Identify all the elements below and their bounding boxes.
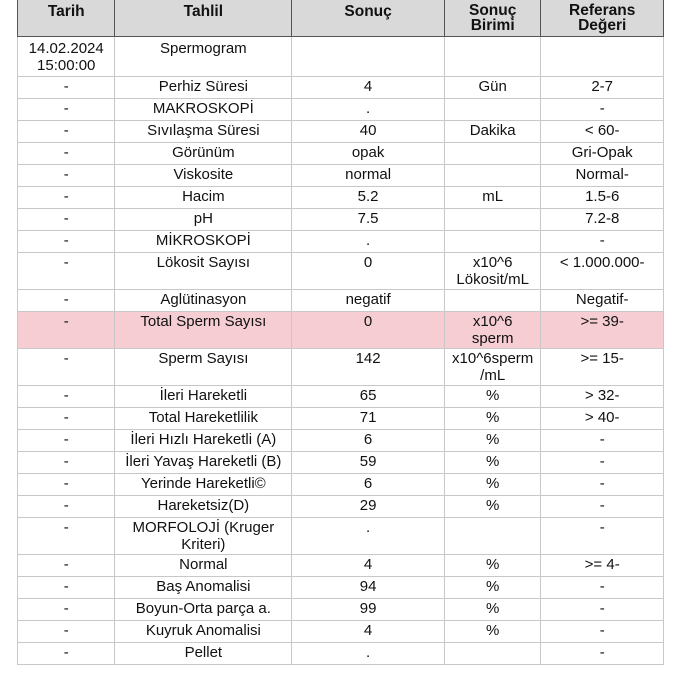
row-reference: < 1.000.000- [541, 253, 664, 290]
row-result: 7.5 [292, 209, 445, 231]
table-row [18, 621, 664, 643]
row-test: Kuyruk Anomalisi [115, 621, 292, 643]
row-unit: % [444, 599, 540, 621]
group-name: Spermogram [115, 37, 292, 77]
header-row [18, 0, 664, 37]
row-unit-line1: x10^6 [472, 313, 513, 330]
row-reference: - [541, 99, 664, 121]
row-result: normal [292, 165, 445, 187]
row-result: negatif [292, 290, 445, 312]
table-row [18, 452, 664, 474]
row-unit [444, 643, 540, 665]
row-unit [444, 99, 540, 121]
header-unit [444, 0, 540, 37]
row-unit [444, 231, 540, 253]
row-test: Total Hareketlilik [115, 408, 292, 430]
row-result: . [292, 518, 445, 555]
row-unit: mL [444, 187, 540, 209]
row-date: - [18, 555, 115, 577]
row-date: - [18, 599, 115, 621]
group-unit [444, 37, 540, 77]
group-result [292, 37, 445, 77]
row-date: - [18, 474, 115, 496]
header-ref-line2: Değeri [578, 17, 627, 34]
table-row [18, 555, 664, 577]
table-row [18, 349, 664, 386]
row-result: 4 [292, 77, 445, 99]
row-date: - [18, 408, 115, 430]
row-date: - [18, 209, 115, 231]
table-row [18, 496, 664, 518]
row-test: Görünüm [115, 143, 292, 165]
table-row [18, 386, 664, 408]
row-reference: - [541, 518, 664, 555]
row-reference: - [541, 430, 664, 452]
group-date-line2: 15:00:00 [37, 57, 96, 74]
row-result: 40 [292, 121, 445, 143]
row-test: Normal [115, 555, 292, 577]
row-reference: 2-7 [541, 77, 664, 99]
row-unit [444, 518, 540, 555]
row-result: 99 [292, 599, 445, 621]
row-reference: - [541, 621, 664, 643]
row-date: - [18, 496, 115, 518]
row-date: - [18, 165, 115, 187]
row-result: 59 [292, 452, 445, 474]
row-test: Yerinde Hareketli© [115, 474, 292, 496]
row-test: Lökosit Sayısı [115, 253, 292, 290]
row-unit: % [444, 621, 540, 643]
table-row [18, 209, 664, 231]
row-reference: > 40- [541, 408, 664, 430]
row-date: - [18, 231, 115, 253]
row-result: 71 [292, 408, 445, 430]
row-result: 5.2 [292, 187, 445, 209]
row-result: . [292, 231, 445, 253]
row-unit [444, 312, 540, 349]
lab-results-table [17, 0, 664, 665]
table-row [18, 518, 664, 555]
group-date [18, 37, 115, 77]
row-reference: - [541, 643, 664, 665]
row-test: Sıvılaşma Süresi [115, 121, 292, 143]
table-row [18, 99, 664, 121]
header-unit-line1: Sonuç [468, 2, 517, 19]
table-row [18, 599, 664, 621]
row-result: . [292, 99, 445, 121]
row-test: Hareketsiz(D) [115, 496, 292, 518]
row-date: - [18, 643, 115, 665]
row-test: Perhiz Süresi [115, 77, 292, 99]
row-unit: % [444, 474, 540, 496]
group-date-line1: 14.02.2024 [28, 40, 104, 57]
header-date: Tarih [18, 0, 115, 37]
row-date: - [18, 253, 115, 290]
row-reference: - [541, 577, 664, 599]
row-result: 142 [292, 349, 445, 386]
header-result: Sonuç [292, 0, 445, 37]
header-test: Tahlil [115, 0, 292, 37]
row-result: . [292, 643, 445, 665]
row-unit [444, 143, 540, 165]
row-result: 0 [292, 312, 445, 349]
row-unit-line2: Lökosit/mL [456, 271, 529, 288]
row-unit: % [444, 452, 540, 474]
row-reference: Gri-Opak [541, 143, 664, 165]
table-row [18, 474, 664, 496]
row-reference: < 60- [541, 121, 664, 143]
row-result: 6 [292, 474, 445, 496]
row-test: Aglütinasyon [115, 290, 292, 312]
row-result: 94 [292, 577, 445, 599]
row-date: - [18, 121, 115, 143]
row-result: 4 [292, 555, 445, 577]
row-unit [444, 349, 540, 386]
row-test: Viskosite [115, 165, 292, 187]
row-unit: % [444, 555, 540, 577]
table-row [18, 312, 664, 349]
row-unit-line2: /mL [480, 367, 506, 384]
table-row [18, 143, 664, 165]
row-unit [444, 290, 540, 312]
row-reference: Normal- [541, 165, 664, 187]
row-reference: 7.2-8 [541, 209, 664, 231]
row-test: MAKROSKOPİ [115, 99, 292, 121]
row-result: 4 [292, 621, 445, 643]
row-result: 65 [292, 386, 445, 408]
row-test: Baş Anomalisi [115, 577, 292, 599]
row-date: - [18, 187, 115, 209]
row-reference: > 32- [541, 386, 664, 408]
row-date: - [18, 290, 115, 312]
header-ref-line1: Referans [569, 2, 636, 19]
row-date: - [18, 430, 115, 452]
row-reference: - [541, 452, 664, 474]
row-test [115, 518, 292, 555]
row-test: İleri Hızlı Hareketli (A) [115, 430, 292, 452]
table-row [18, 231, 664, 253]
row-reference: Negatif- [541, 290, 664, 312]
row-test: Hacim [115, 187, 292, 209]
table-row [18, 577, 664, 599]
header-reference [541, 0, 664, 37]
row-date: - [18, 349, 115, 386]
row-date: - [18, 143, 115, 165]
row-test: Pellet [115, 643, 292, 665]
row-test: İleri Hareketli [115, 386, 292, 408]
table-row [18, 165, 664, 187]
row-date: - [18, 99, 115, 121]
group-ref [541, 37, 664, 77]
row-test-line1: MORFOLOJİ (Kruger [132, 519, 275, 536]
row-reference: - [541, 599, 664, 621]
table-row [18, 408, 664, 430]
row-test: Total Sperm Sayısı [115, 312, 292, 349]
row-date: - [18, 621, 115, 643]
group-row [18, 37, 664, 77]
row-unit [444, 209, 540, 231]
row-reference: - [541, 496, 664, 518]
row-result: opak [292, 143, 445, 165]
row-result: 0 [292, 253, 445, 290]
row-reference: >= 15- [541, 349, 664, 386]
row-unit-line2: sperm [471, 330, 514, 347]
table-row [18, 643, 664, 665]
table-row [18, 253, 664, 290]
row-reference: >= 39- [541, 312, 664, 349]
row-reference: - [541, 231, 664, 253]
row-test: Boyun-Orta parça a. [115, 599, 292, 621]
row-unit: % [444, 408, 540, 430]
table-row [18, 430, 664, 452]
row-result: 6 [292, 430, 445, 452]
row-unit-line1: x10^6sperm [452, 350, 534, 367]
table-row [18, 77, 664, 99]
row-result: 29 [292, 496, 445, 518]
row-unit [444, 253, 540, 290]
row-test: İleri Yavaş Hareketli (B) [115, 452, 292, 474]
row-unit: Gün [444, 77, 540, 99]
row-date: - [18, 312, 115, 349]
row-date: - [18, 77, 115, 99]
row-test: MİKROSKOPİ [115, 231, 292, 253]
row-date: - [18, 452, 115, 474]
row-unit-line1: x10^6 [472, 254, 513, 271]
row-date: - [18, 386, 115, 408]
table-row [18, 187, 664, 209]
row-reference: >= 4- [541, 555, 664, 577]
row-unit: % [444, 386, 540, 408]
row-test: pH [115, 209, 292, 231]
row-unit: % [444, 496, 540, 518]
table-row [18, 290, 664, 312]
row-unit: % [444, 577, 540, 599]
row-unit: % [444, 430, 540, 452]
table-row [18, 121, 664, 143]
row-unit [444, 165, 540, 187]
header-unit-line2: Birimi [470, 17, 515, 34]
row-test-line2: Kriteri) [181, 536, 226, 553]
row-test: Sperm Sayısı [115, 349, 292, 386]
row-date: - [18, 577, 115, 599]
row-reference: - [541, 474, 664, 496]
row-reference: 1.5-6 [541, 187, 664, 209]
row-date: - [18, 518, 115, 555]
row-unit: Dakika [444, 121, 540, 143]
